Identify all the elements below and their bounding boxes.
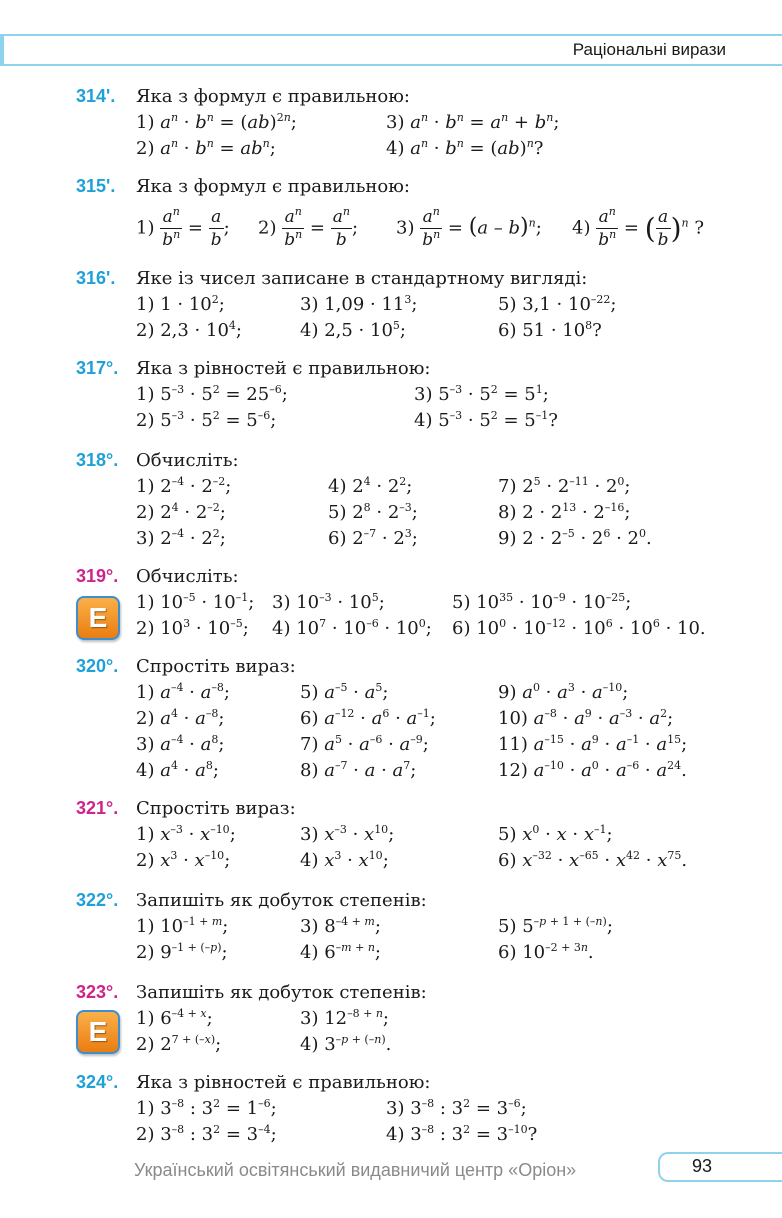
problem-number: 323°. (76, 982, 119, 1002)
option-8: 8) $2 \cdot 2^{13} \cdot 2^{-16}$; (498, 501, 631, 523)
option-2: 2) $\frac{a^n}{b^n}$ = $\frac{a^n}{b}$ ; (258, 205, 359, 250)
option-1: 1) $\frac{a^n}{b^n}$ = $\frac{a}{b}$ ; (136, 205, 230, 250)
page-footer (0, 1152, 782, 1192)
option-2: 2) $9^{-1 + (-p)}$; (136, 941, 228, 963)
problem-question: Запишіть як добуток степенів: (136, 982, 427, 1003)
problem-number: 321°. (76, 798, 119, 818)
option-6: 6) $51 \cdot 10^8$? (498, 319, 602, 341)
option-6: 6) $10^0 \cdot 10^{-12} \cdot 10^6 \cdot 10^6 \cdot 10$. (452, 617, 706, 639)
option-3: 3) $\frac{a^n}{b^n}$ = (a – b)$^n$; (396, 205, 542, 250)
option-4: 4) $a^4 \cdot a^8$; (136, 759, 219, 781)
problem-question: Яка з формул є правильною: (136, 176, 410, 197)
fraction: $\frac{a}{b}$ (210, 207, 222, 250)
option-1: 1) $6^{-4 + x}$; (136, 1007, 213, 1029)
problem-number: 319°. (76, 566, 119, 586)
section-title: Раціональні вирази (572, 40, 726, 59)
option-3: 3) $1,09 \cdot 11^3$; (300, 293, 418, 315)
option-3: 3) $5^{-3} \cdot 5^2 = 5^1$; (414, 383, 549, 405)
option-4: 4) $x^3 \cdot x^{10}$; (300, 849, 389, 871)
option-3: 3) $8^{-4 + m}$; (300, 915, 381, 937)
fraction: $\frac{a^n}{b^n}$ (284, 205, 303, 250)
problem-question: Спростіть вираз: (136, 656, 296, 677)
badge-letter: E (88, 602, 108, 633)
problem-number: 318°. (76, 450, 119, 470)
problem-question: Яке із чисел записане в стандартному вигляді: (136, 268, 588, 289)
fraction: $\frac{a^n}{b^n}$ (422, 205, 441, 250)
option-5: 5) $10^{35} \cdot 10^{-9} \cdot 10^{-25}$; (452, 591, 632, 613)
option-1: 1) $a^{-4} \cdot a^{-8}$; (136, 681, 230, 703)
option-1: 1) $5^{-3} \cdot 5^2 = 25^{-6}$; (136, 383, 288, 405)
option-2: 2) $10^3 \cdot 10^{-5}$; (136, 617, 249, 639)
option-label: 2) (258, 217, 277, 239)
level-e-badge (76, 1010, 120, 1054)
option-5: 5) $x^0 \cdot x \cdot x^{-1}$; (498, 823, 613, 845)
option-6: 6) $a^{-12} \cdot a^6 \cdot a^{-1}$; (300, 707, 436, 729)
option-2: 2) $2^4 \cdot 2^{-2}$; (136, 501, 226, 523)
option-3: 3) $10^{-3} \cdot 10^5$; (272, 591, 385, 613)
option-3: 3) $3^{-8}$ : $3^2 = 3^{-6}$; (386, 1097, 527, 1119)
fraction: $\frac{a^n}{b}$ (332, 205, 350, 250)
option-9: 9) $2 \cdot 2^{-5} \cdot 2^6 \cdot 2^0$. (498, 527, 652, 549)
problem-question: Яка з рівностей є правильною: (136, 358, 431, 379)
option-4: 4) $3^{-8}$ : $3^2 = 3^{-10}$? (386, 1123, 538, 1145)
option-4: 4) $2^4 \cdot 2^2$; (328, 475, 413, 497)
option-2: 2) $3^{-8}$ : $3^2 = 3^{-4}$; (136, 1123, 277, 1145)
option-1: 1) $a^n \cdot b^n = (ab)^{2n}$; (136, 111, 297, 133)
problem-number: 316'. (76, 268, 116, 288)
problem-question: Спростіть вираз: (136, 798, 296, 819)
problem-question: Яка з рівностей є правильною: (136, 1072, 431, 1093)
page-number-frame (658, 1152, 782, 1182)
option-2: 2) $a^4 \cdot a^{-8}$; (136, 707, 225, 729)
option-4: 4) $\frac{a^n}{b^n}$ = ( $\frac{a}{b}$ )$^n$ ? (572, 205, 704, 250)
option-7: 7) $a^5 \cdot a^{-6} \cdot a^{-9}$; (300, 733, 429, 755)
option-label: 1) (136, 217, 155, 239)
publisher-name: Український освітянський видавничий центр «Оріон» (134, 1160, 577, 1180)
option-3: 3) $12^{-8 + n}$; (300, 1007, 389, 1029)
fraction: $\frac{a^n}{b^n}$ (162, 205, 181, 250)
option-label: 4) (572, 217, 591, 239)
page-number: 93 (692, 1156, 713, 1176)
option-6: 6) $10^{-2 + 3n}$. (498, 941, 594, 963)
problem-question: Обчисліть: (136, 450, 239, 471)
fraction: $\frac{a}{b}$ (657, 207, 669, 250)
option-4: 4) $a^n \cdot b^n = (ab)^n$? (386, 137, 544, 159)
level-e-badge (76, 596, 120, 640)
option-5: 5) $5^{-p + 1 + (-n)}$; (498, 915, 613, 937)
option-1: 1) $1 \cdot 10^2$; (136, 293, 225, 315)
option-end: ? (694, 217, 704, 239)
problem-number: 314'. (76, 86, 116, 106)
option-10: 10) $a^{-8} \cdot a^9 \cdot a^{-3} \cdot a^2$; (498, 707, 674, 729)
option-6: 6) $x^{-32} \cdot x^{-65} \cdot x^{42} \cdot x^{75}$. (498, 849, 688, 871)
option-5: 5) $3,1 \cdot 10^{-22}$; (498, 293, 617, 315)
option-4: 4) $10^7 \cdot 10^{-6} \cdot 10^0$; (272, 617, 432, 639)
problem-number: 317°. (76, 358, 119, 378)
option-9: 9) $a^0 \cdot a^3 \cdot a^{-10}$; (498, 681, 629, 703)
option-11: 11) $a^{-15} \cdot a^9 \cdot a^{-1} \cdot a^{15}$; (498, 733, 688, 755)
option-3: 3) $a^n \cdot b^n = a^n + b^n$; (386, 111, 560, 133)
option-2: 2) $2^{7 + (-x)}$; (136, 1033, 222, 1055)
problem-question: Запишіть як добуток степенів: (136, 890, 427, 911)
option-3: 3) $x^{-3} \cdot x^{10}$; (300, 823, 395, 845)
problem-number: 324°. (76, 1072, 119, 1092)
problem-question: Яка з формул є правильною: (136, 86, 410, 107)
option-1: 1) $10^{-1 + m}$; (136, 915, 229, 937)
option-7: 7) $2^5 \cdot 2^{-11} \cdot 2^0$; (498, 475, 631, 497)
option-1: 1) $10^{-5} \cdot 10^{-1}$; (136, 591, 255, 613)
problem-number: 320°. (76, 656, 119, 676)
option-2: 2) $2,3 \cdot 10^4$; (136, 319, 242, 341)
option-4: 4) $6^{-m + n}$; (300, 941, 381, 963)
option-4: 4) $3^{-p + (-n)}$. (300, 1033, 392, 1055)
option-5: 5) $a^{-5} \cdot a^5$; (300, 681, 389, 703)
problem-question: Обчисліть: (136, 566, 239, 587)
option-12: 12) $a^{-10} \cdot a^0 \cdot a^{-6} \cdot a^{24}$. (498, 759, 687, 781)
fraction: $\frac{a^n}{b^n}$ (598, 205, 617, 250)
option-2: 2) $a^n \cdot b^n = ab^n$; (136, 137, 276, 159)
problem-number: 315'. (76, 176, 116, 196)
option-4: 4) $5^{-3} \cdot 5^2 = 5^{-1}$? (414, 409, 558, 431)
option-5: 5) $2^8 \cdot 2^{-3}$; (328, 501, 418, 523)
option-6: 6) $2^{-7} \cdot 2^3$; (328, 527, 418, 549)
option-3: 3) $2^{-4} \cdot 2^2$; (136, 527, 226, 549)
option-1: 1) $2^{-4} \cdot 2^{-2}$; (136, 475, 232, 497)
option-2: 2) $5^{-3} \cdot 5^2 = 5^{-6}$; (136, 409, 277, 431)
option-1: 1) $3^{-8}$ : $3^2 = 1^{-6}$; (136, 1097, 277, 1119)
option-3: 3) $a^{-4} \cdot a^8$; (136, 733, 225, 755)
problem-number: 322°. (76, 890, 119, 910)
page-header (0, 34, 782, 68)
option-2: 2) $x^3 \cdot x^{-10}$; (136, 849, 231, 871)
option-1: 1) $x^{-3} \cdot x^{-10}$; (136, 823, 236, 845)
option-label: 3) (396, 217, 415, 239)
badge-letter: E (88, 1016, 108, 1047)
option-4: 4) $2,5 \cdot 10^5$; (300, 319, 406, 341)
option-8: 8) $a^{-7} \cdot a \cdot a^7$; (300, 759, 417, 781)
